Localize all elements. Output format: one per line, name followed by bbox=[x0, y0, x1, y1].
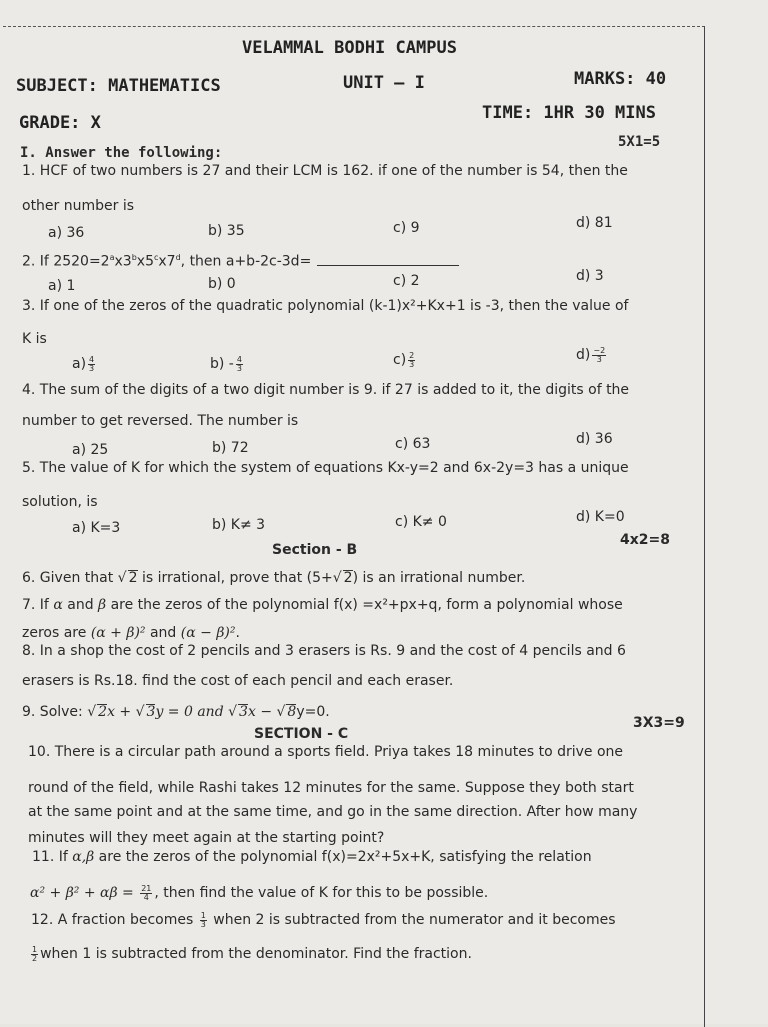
question-1-option-a: a) 36 bbox=[48, 225, 85, 241]
question-3-line-1: 3. If one of the zeros of the quadratic polynomial (k-1)x²+Kx+1 is -3, then the value of bbox=[22, 298, 629, 314]
question-1-option-d: d) 81 bbox=[576, 215, 613, 231]
question-3-option-a: a) $\frac{4}{3}$ bbox=[72, 354, 95, 373]
question-4-option-c: c) 63 bbox=[395, 436, 431, 452]
question-1-option-b: b) 35 bbox=[208, 223, 245, 239]
question-7-line-2: zeros are (α + β)² and (α − β)². bbox=[22, 625, 240, 641]
subject-label: SUBJECT: MATHEMATICS bbox=[16, 76, 221, 96]
question-7-line-1: 7. If α and β are the zeros of the polynomial f(x) =x²+px+q, form a polynomial whose bbox=[22, 597, 623, 613]
question-10-line-1: 10. There is a circular path around a sports field. Priya takes 18 minutes to drive one bbox=[28, 744, 624, 760]
question-10-line-3: at the same point and at the same time, and go in the same direction. After how many bbox=[28, 804, 638, 820]
question-3-line-2: K is bbox=[22, 331, 47, 347]
fraction: $\frac{4}{3}$ bbox=[236, 354, 242, 373]
time-label: TIME: 1HR 30 MINS bbox=[482, 103, 656, 123]
section-b-marks: 4x2=8 bbox=[620, 532, 670, 548]
question-5-line-1: 5. The value of K for which the system of equations Kx-y=2 and 6x-2y=3 has a unique bbox=[22, 460, 629, 476]
question-6: 6. Given that √ 2 is irrational, prove that (5+√ 2) is an irrational number. bbox=[22, 570, 526, 586]
fraction: $\frac{2}{3}$ bbox=[409, 350, 415, 369]
question-9: 9. Solve: √ 2x + √ 3y = 0 and √ 3x − √ 8y=0. bbox=[22, 704, 330, 720]
fraction: $\frac{4}{3}$ bbox=[89, 354, 95, 373]
section-b-title: Section - B bbox=[272, 542, 358, 558]
section-a-title: I. Answer the following: bbox=[20, 145, 223, 161]
fraction: $\frac{1}{3}$ bbox=[200, 910, 206, 929]
question-3-option-b: b) - $\frac{4}{3}$ bbox=[210, 354, 242, 373]
fraction: $\frac{-2}{3}$ bbox=[593, 345, 606, 364]
marks-label: MARKS: 40 bbox=[574, 69, 667, 89]
section-c-title: SECTION - C bbox=[254, 726, 349, 742]
question-2-line-1: 2. If $2520=2^ax3^bx5^cx7^d$, then a+b-2c-3d= bbox=[22, 249, 459, 271]
question-1-option-c: c) 9 bbox=[393, 220, 420, 236]
question-12-line-2: $\frac{1}{2}$ when 1 is subtracted from the denominator. Find the fraction. bbox=[32, 944, 472, 963]
section-a-marks: 5X1=5 bbox=[618, 134, 661, 150]
question-10-line-4: minutes will they meet again at the starting point? bbox=[28, 830, 385, 846]
question-2-option-b: b) 0 bbox=[208, 276, 236, 292]
question-4-line-2: number to get reversed. The number is bbox=[22, 413, 299, 429]
question-3-option-c: c) $\frac{2}{3}$ bbox=[393, 350, 415, 369]
question-5-option-b: b) K≠ 3 bbox=[212, 517, 266, 533]
question-4-option-a: a) 25 bbox=[72, 442, 109, 458]
fraction: $\frac{21}{4}$ bbox=[141, 883, 152, 902]
question-5-option-d: d) K=0 bbox=[576, 509, 625, 525]
question-5-line-2: solution, is bbox=[22, 494, 98, 510]
question-2-option-d: d) 3 bbox=[576, 268, 604, 284]
question-8-line-1: 8. In a shop the cost of 2 pencils and 3 erasers is Rs. 9 and the cost of 4 pencils and 6 bbox=[22, 643, 626, 659]
question-8-line-2: erasers is Rs.18. find the cost of each pencil and each eraser. bbox=[22, 673, 454, 689]
question-12-line-1: 12. A fraction becomes $\frac{1}{3}$ when 2 is subtracted from the numerator and it becomes bbox=[31, 910, 616, 929]
question-1-line-2: other number is bbox=[22, 198, 135, 214]
question-1-line-1: 1. HCF of two numbers is 27 and their LCM is 162. if one of the number is 54, then the bbox=[22, 163, 628, 179]
unit-label: UNIT – I bbox=[343, 73, 425, 93]
question-4-line-1: 4. The sum of the digits of a two digit number is 9. if 27 is added to it, the digits of the bbox=[22, 382, 630, 398]
question-2-option-c: c) 2 bbox=[393, 273, 420, 289]
question-10-line-2: round of the field, while Rashi takes 12 minutes for the same. Suppose they both start bbox=[28, 780, 634, 796]
fraction: $\frac{1}{2}$ bbox=[32, 944, 38, 963]
question-3-option-d: d) $\frac{-2}{3}$ bbox=[576, 345, 606, 364]
school-name: VELAMMAL BODHI CAMPUS bbox=[242, 38, 457, 58]
question-5-option-a: a) K=3 bbox=[72, 520, 121, 536]
section-c-marks: 3X3=9 bbox=[633, 715, 685, 731]
question-4-option-d: d) 36 bbox=[576, 431, 613, 447]
question-11-line-1: 11. If α,β are the zeros of the polynomial f(x)=2x²+5x+K, satisfying the relation bbox=[32, 849, 592, 865]
question-4-option-b: b) 72 bbox=[212, 440, 249, 456]
question-11-line-2: α² + β² + αβ = $\frac{21}{4}$ , then find the value of K for this to be possible. bbox=[30, 883, 489, 902]
question-5-option-c: c) K≠ 0 bbox=[395, 514, 447, 530]
grade-label: GRADE: X bbox=[19, 113, 101, 133]
question-2-option-a: a) 1 bbox=[48, 278, 76, 294]
